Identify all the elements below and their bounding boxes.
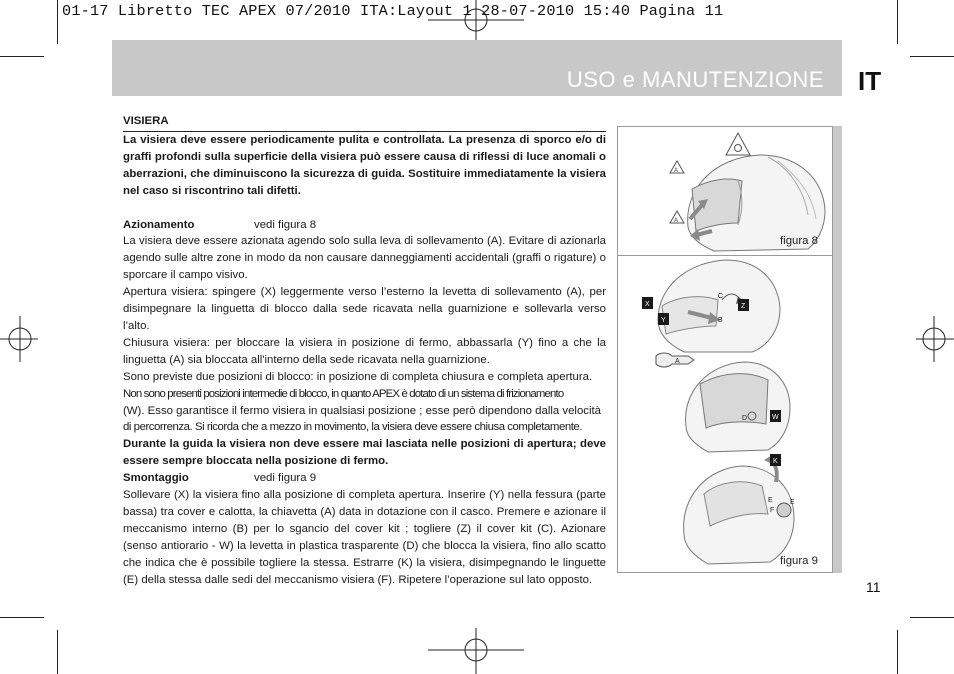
fig8-callout-a-bottom: A: [674, 218, 679, 224]
fig9-callout-e-right: E: [790, 499, 795, 506]
page-number: 11: [866, 579, 881, 595]
language-code: IT: [858, 66, 882, 96]
section-title: VISIERA: [123, 115, 169, 127]
figure-frame: [617, 126, 833, 573]
text-column: [123, 113, 606, 588]
registration-mark-left: [0, 314, 40, 364]
crop-mark-bottom-left-v: [57, 630, 58, 674]
driving-warning: Durante la guida la visiera non deve essere mai lasciata nelle posizioni di apertura; deve essere sempre bloccata nella posizione di fermo.: [123, 438, 606, 468]
fig9-callout-x: X: [645, 301, 650, 308]
print-slug: 01-17 Libretto TEC APEX 07/2010 ITA:Layout 1 28-07-2010 15:40 Pagina 11: [62, 2, 724, 20]
crop-mark-bottom-right-h: [910, 617, 954, 618]
intro-paragraph: La visiera deve essere periodicamente pulita e controllata. La presenza di sporco e/o di graffi profondi sulla superficie della visiera può essere causa di riflessi di luce anomali o aberrazioni, che diminuiscono la sicurezza di guida. Sostituire immediatamente la visiera nel caso si riscontrino tali difetti.: [123, 133, 606, 197]
figure-8-caption: figura 8: [780, 235, 818, 247]
actuation-figure-ref: vedi figura 8: [254, 218, 317, 231]
fig9-callout-w: W: [772, 414, 779, 421]
actuation-paragraph-5c: di percorrenza. Si ricorda che a mezzo in movimento, la visiera deve essere chiusa completamente.: [123, 421, 583, 434]
actuation-paragraph-1: La visiera deve essere azionata agendo solo sulla leva di sollevamento (A). Evitare di azionarla agendo sulle altre zone in modo da non causare danneggiamenti accidentali (graffi o rigature) o sporcare il campo visivo.: [123, 235, 606, 282]
crop-mark-top-left-v: [57, 0, 58, 44]
removal-paragraph: Sollevare (X) la visiera fino alla posizione di completa apertura. Inserire (Y) nella fessura (parte bassa) tra cover e calotta, la chiavetta (A) data in dotazione con il casco. Premere e azionare il meccanismo interno (B) per lo sgancio del cover kit ; togliere (Z) il cover kit (C). Azionare (senso antiorario - W) la levetta in plastica trasparente (D) che blocca la visiera, fino allo scatto che indica che è possibile togliere la stessa. Estrarre (K) la visiera, disimpegnando le linguette (E) della stessa dalle sedi del meccanismo visiera (F). Ripetere l’operazione sul lato opposto.: [123, 489, 606, 586]
removal-label: Smontaggio: [123, 472, 189, 485]
crop-mark-top-right-h: [910, 56, 954, 57]
fig9-callout-c: C: [718, 293, 724, 300]
crop-mark-top-left-h: [0, 56, 44, 57]
fig9-callout-e-left: E: [768, 497, 773, 504]
actuation-paragraph-4: Sono previste due posizioni di blocco: in posizione di completa chiusura e completa apertura.: [123, 370, 593, 383]
section-header-title: USO e MANUTENZIONE: [566, 67, 824, 92]
actuation-paragraph-5a: Non sono presenti posizioni intermedie di blocco, in quanto APEX è dotato di un sistema di frizionamento: [123, 387, 564, 400]
fig9-callout-b: B: [718, 317, 723, 324]
figure-9-helmet-illustration: [618, 256, 832, 572]
crop-mark-bottom-left-h: [0, 617, 44, 618]
actuation-label: Azionamento: [123, 218, 195, 231]
figure-9-caption: figura 9: [780, 555, 818, 567]
registration-mark-top: [428, 0, 528, 42]
actuation-paragraph-3: Chiusura visiera: per bloccare la visiera in posizione di fermo, abbassarla (Y) fino a che la linguetta (A) sia bloccata all'interno della sede ricavata nella guarnizione.: [123, 336, 606, 366]
actuation-paragraph-2: Apertura visiera: spingere (X) leggermente verso l’esterno la levetta di sollevamento (A), per disimpegnare la linguetta di blocco dalla sede ricavata nella guarnizione e sollevarla verso l’alto.: [123, 286, 606, 332]
fig9-callout-f: F: [770, 507, 775, 514]
fig8-callout-a-top: A: [674, 168, 679, 174]
crop-mark-bottom-right-v: [897, 630, 898, 674]
fig9-callout-y: Y: [661, 317, 666, 324]
fig9-callout-k: K: [773, 458, 778, 465]
crop-mark-top-right-v: [897, 0, 898, 44]
fig9-callout-d: D: [742, 415, 748, 422]
registration-mark-right: [914, 314, 954, 364]
removal-subheading: [123, 470, 606, 487]
removal-figure-ref: vedi figura 9: [254, 472, 317, 485]
registration-mark-bottom: [428, 628, 528, 674]
figure-sidebar-band: [832, 126, 842, 573]
actuation-paragraph-5b: (W). Esso garantisce il fermo visiera in qualsiasi posizione ; esse però dipendono dalla velocità: [123, 404, 602, 417]
fig9-callout-z: Z: [741, 303, 746, 310]
actuation-subheading: [123, 217, 606, 234]
fig9-callout-a: A: [675, 358, 680, 365]
header-band: [112, 40, 842, 96]
